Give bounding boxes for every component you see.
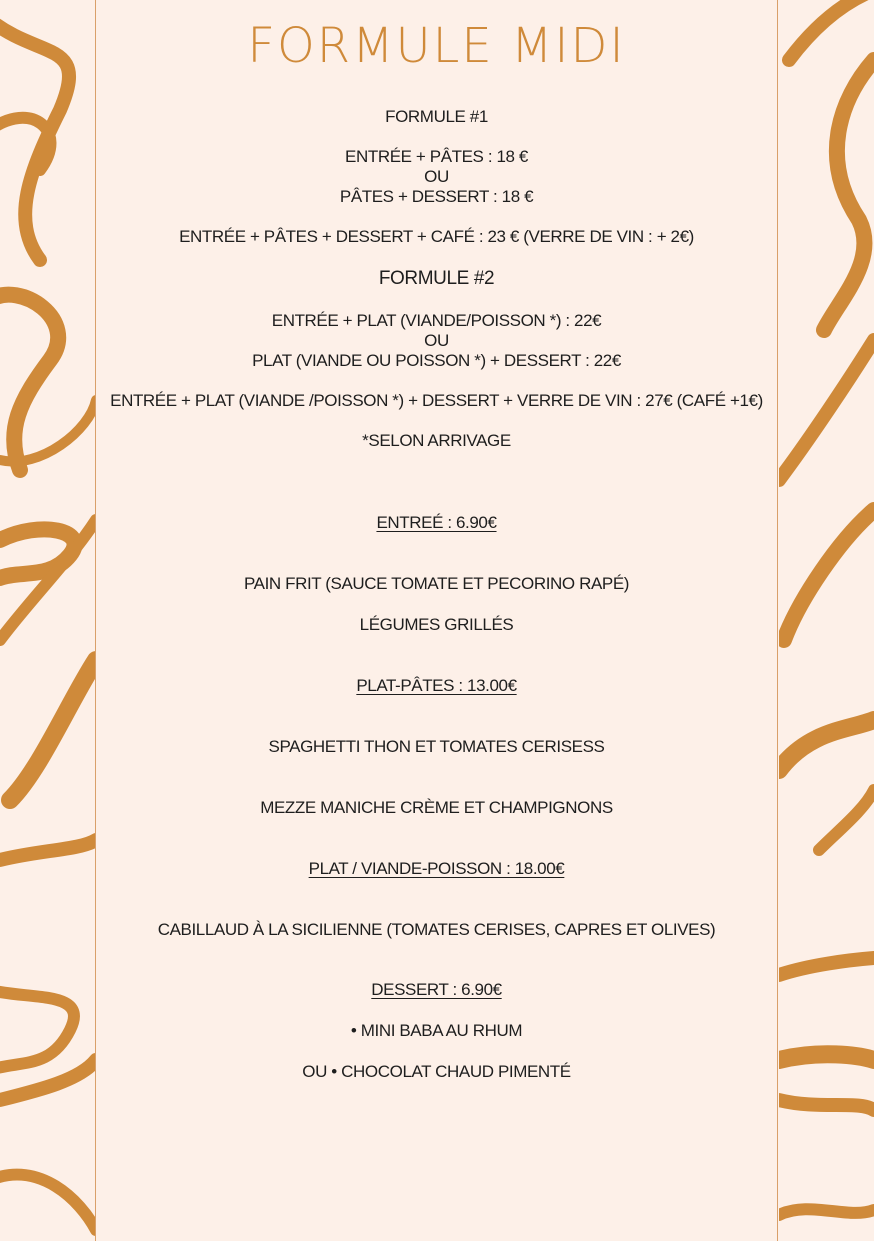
entree-heading: ENTREÉ : 6.90€ [376, 513, 497, 532]
plat-viande-heading: PLAT / VIANDE-POISSON : 18.00€ [308, 859, 565, 878]
dessert-item: • MINI BABA AU RHUM [350, 1021, 523, 1040]
plat-pates-item: MEZZE MANICHE CRÈME ET CHAMPIGNONS [260, 798, 613, 817]
formule2-or: OU [424, 331, 449, 350]
dessert-item: OU • CHOCOLAT CHAUD PIMENTÉ [302, 1062, 571, 1081]
menu-panel [95, 0, 778, 1241]
formule1-or: OU [424, 167, 449, 186]
formule2-option-a: ENTRÉE + PLAT (VIANDE/POISSON *) : 22€ [271, 311, 602, 330]
plat-pates-heading: PLAT-PÂTES : 13.00€ [356, 676, 517, 695]
page-title: FORMULE MIDI [247, 18, 626, 74]
formule2-heading: FORMULE #2 [378, 268, 495, 289]
formule1-option-a: ENTRÉE + PÂTES : 18 € [345, 147, 528, 166]
entree-item: PAIN FRIT (SAUCE TOMATE ET PECORINO RAPÉ) [243, 574, 630, 593]
formule1-heading: FORMULE #1 [385, 107, 488, 126]
plat-viande-item: CABILLAUD À LA SICILIENNE (TOMATES CERISES, CAPRES ET OLIVES) [157, 920, 716, 939]
formule1-option-b: PÂTES + DESSERT : 18 € [339, 187, 534, 206]
entree-item: LÉGUMES GRILLÉS [359, 615, 514, 634]
decorative-brush-strokes-left [0, 0, 96, 1241]
formule1-full: ENTRÉE + PÂTES + DESSERT + CAFÉ : 23 € (VERRE DE VIN : + 2€) [179, 227, 694, 246]
dessert-heading: DESSERT : 6.90€ [371, 980, 502, 999]
formule2-note: *SELON ARRIVAGE [362, 431, 511, 450]
formule2-option-b: PLAT (VIANDE OU POISSON *) + DESSERT : 22€ [252, 351, 621, 370]
plat-pates-item: SPAGHETTI THON ET TOMATES CERISESS [268, 737, 605, 756]
formule2-full: ENTRÉE + PLAT (VIANDE /POISSON *) + DESSERT + VERRE DE VIN : 27€ (CAFÉ +1€) [110, 391, 763, 410]
decorative-brush-strokes-right [779, 0, 874, 1241]
